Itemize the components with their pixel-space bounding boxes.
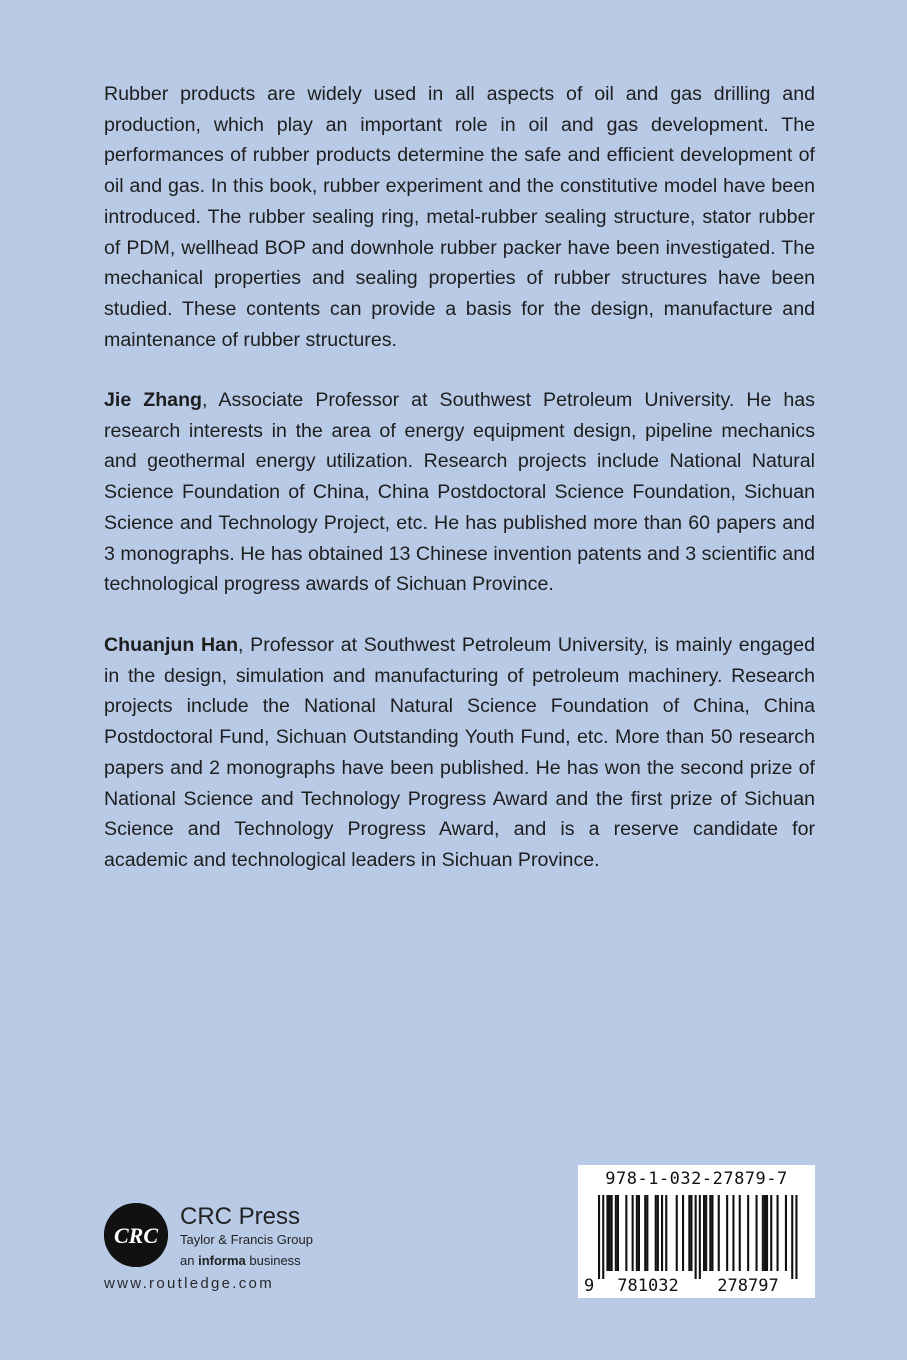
barcode-bar (598, 1195, 600, 1279)
crc-logo-text: CRC (113, 1223, 159, 1248)
barcode-bar (625, 1195, 627, 1271)
barcode-bar (732, 1195, 734, 1271)
barcode-bar (711, 1195, 713, 1271)
barcode-bar (617, 1195, 619, 1271)
author-name: Jie Zhang (104, 389, 203, 411)
informa-suffix: business (245, 1253, 301, 1268)
barcode-bar (726, 1195, 728, 1271)
crc-press-logo (104, 1203, 168, 1267)
barcode-bar (777, 1195, 779, 1271)
barcode-bar (739, 1195, 741, 1271)
barcode-bar (644, 1195, 646, 1271)
barcode-first-digit: 9 (584, 1276, 595, 1296)
barcode-bar (611, 1195, 613, 1271)
informa-prefix: an (180, 1253, 199, 1268)
author-bio-jie-zhang (104, 385, 815, 600)
barcode-bar (661, 1195, 663, 1271)
author-bio-chuanjun-han (104, 630, 815, 876)
publisher-name: CRC Press (180, 1203, 301, 1230)
publisher-group: Taylor & Francis Group (180, 1232, 313, 1247)
barcode-bar (770, 1195, 772, 1271)
barcode-bar (709, 1195, 711, 1271)
barcode-right-digits: 278797 (717, 1276, 779, 1296)
barcode-bar (762, 1195, 764, 1271)
barcode-bar (756, 1195, 758, 1271)
barcode-bar (665, 1195, 667, 1271)
informa-word: informa (198, 1253, 246, 1268)
barcode-bar (764, 1195, 766, 1271)
barcode-bar (791, 1195, 793, 1279)
author-bio-text: , Professor at Southwest Petroleum University, is mainly engaged in the design, simulation and manufacturing of petroleum machinery. Research projects include the National Natural Science Foundation of China, China Postdoctoral Fund, Sichuan Outstanding Youth Fund, etc. More than 50 research papers and 2 monographs have been published. He has won the second prize of National Science and Technology Progress Award and the first prize of Sichuan Science and Technology Progress Award, and is a reserve candidate for academic and technological leaders in Sichuan Province. (104, 634, 815, 871)
barcode-bar (657, 1195, 659, 1271)
informa-business-line (180, 1253, 301, 1269)
barcode-bar (638, 1195, 640, 1271)
barcode-bar (655, 1195, 657, 1271)
barcode-bar (785, 1195, 787, 1271)
barcode-bar (609, 1195, 611, 1271)
book-description: Rubber products are widely used in all aspects of oil and gas drilling and production, which play an important role in oil and gas development. The performances of rubber products determine the safe and efficient development of oil and gas. In this book, rubber experiment and the constitutive model have been introduced. The rubber sealing ring, metal-rubber sealing structure, stator rubber of PDM, wellhead BOP and downhole rubber packer have been investigated. The mechanical properties and sealing properties of rubber structures have been studied. These contents can provide a basis for the design, manufacture and maintenance of rubber structures. (104, 83, 815, 351)
isbn-barcode (578, 1165, 815, 1298)
barcode-bar (646, 1195, 648, 1271)
publisher-website[interactable]: www.routledge.com (104, 1275, 274, 1292)
author-bio-text: , Associate Professor at Southwest Petroleum University. He has research interests in the area of energy equipment design, pipeline mechanics and geothermal energy utilization. Research projects include National Natural Science Foundation of China, China Postdoctoral Science Foundation, Sichuan Science and Technology Project, etc. He has published more than 60 papers and 3 monographs. He has obtained 13 Chinese invention patents and 3 scientific and technological progress awards of Sichuan Province. (104, 389, 815, 596)
barcode-bar (602, 1195, 604, 1279)
barcode-bar (747, 1195, 749, 1271)
isbn-number: 978-1-032-27879-7 (605, 1169, 788, 1189)
barcode-left-digits: 781032 (617, 1276, 679, 1296)
barcode-bars (578, 1193, 815, 1298)
author-name: Chuanjun Han (104, 634, 239, 656)
barcode-bar (795, 1195, 797, 1279)
barcode-bar (688, 1195, 690, 1271)
barcode-bar (703, 1195, 705, 1271)
barcode-bar (699, 1195, 701, 1279)
barcode-bar (705, 1195, 707, 1271)
barcode-bar (690, 1195, 692, 1271)
barcode-bar (695, 1195, 697, 1279)
barcode-bar (632, 1195, 634, 1271)
barcode-bar (718, 1195, 720, 1271)
barcode-bar (766, 1195, 768, 1271)
barcode-bar (676, 1195, 678, 1271)
barcode-bar (636, 1195, 638, 1271)
barcode-bar (615, 1195, 617, 1271)
barcode-bar (682, 1195, 684, 1271)
barcode-bar (606, 1195, 608, 1271)
